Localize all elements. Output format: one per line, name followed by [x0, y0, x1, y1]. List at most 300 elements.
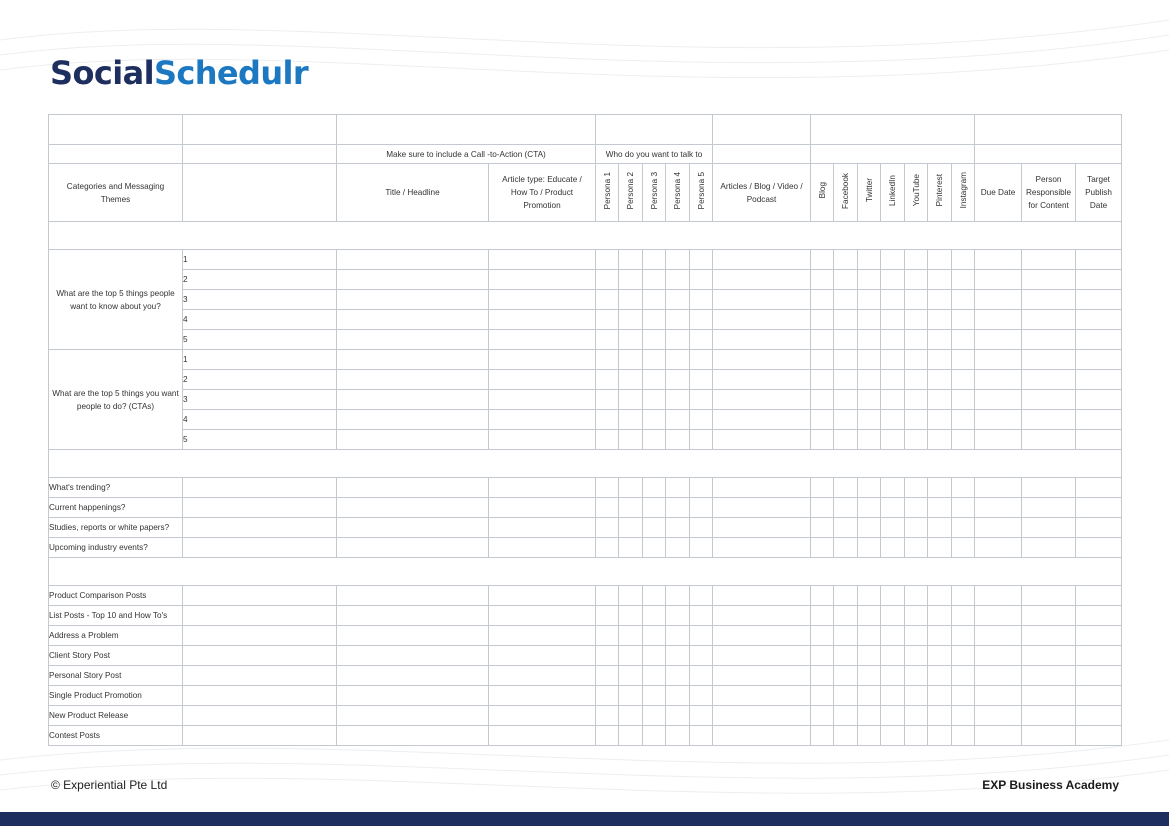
entry-cell[interactable] [713, 586, 811, 606]
entry-cell[interactable] [952, 410, 975, 430]
entry-cell[interactable] [811, 726, 834, 746]
entry-cell[interactable] [619, 290, 643, 310]
entry-cell[interactable] [713, 646, 811, 666]
entry-cell[interactable] [596, 310, 619, 330]
entry-cell[interactable] [690, 498, 713, 518]
entry-cell[interactable] [905, 726, 928, 746]
entry-cell[interactable] [834, 586, 858, 606]
entry-cell[interactable] [952, 606, 975, 626]
entry-cell[interactable] [905, 250, 928, 270]
entry-cell[interactable] [596, 686, 619, 706]
entry-cell[interactable] [666, 330, 690, 350]
entry-cell[interactable] [1076, 626, 1122, 646]
entry-cell[interactable] [1076, 538, 1122, 558]
entry-cell[interactable] [596, 538, 619, 558]
entry-cell[interactable] [858, 310, 881, 330]
entry-cell[interactable] [690, 626, 713, 646]
entry-cell[interactable] [858, 586, 881, 606]
entry-cell[interactable] [596, 666, 619, 686]
entry-cell[interactable] [489, 726, 596, 746]
entry-cell[interactable] [666, 538, 690, 558]
entry-cell[interactable] [666, 646, 690, 666]
entry-cell[interactable] [666, 726, 690, 746]
entry-cell[interactable] [1022, 290, 1076, 310]
entry-cell[interactable] [489, 430, 596, 450]
entry-cell[interactable] [952, 290, 975, 310]
entry-cell[interactable] [928, 310, 952, 330]
entry-cell[interactable] [834, 606, 858, 626]
entry-cell[interactable] [643, 410, 666, 430]
entry-cell[interactable] [666, 430, 690, 450]
entry-cell[interactable] [690, 350, 713, 370]
entry-cell[interactable] [811, 250, 834, 270]
entry-cell[interactable] [489, 518, 596, 538]
entry-cell[interactable] [337, 518, 489, 538]
entry-cell[interactable] [834, 310, 858, 330]
entry-cell[interactable] [713, 518, 811, 538]
entry-cell[interactable] [811, 538, 834, 558]
entry-cell[interactable] [1076, 518, 1122, 538]
entry-cell[interactable] [811, 310, 834, 330]
entry-cell[interactable] [811, 270, 834, 290]
entry-cell[interactable] [596, 626, 619, 646]
entry-cell[interactable] [905, 646, 928, 666]
entry-cell[interactable] [666, 626, 690, 646]
entry-cell[interactable] [928, 410, 952, 430]
entry-cell[interactable] [975, 606, 1022, 626]
entry-cell[interactable] [905, 370, 928, 390]
entry-cell[interactable] [905, 430, 928, 450]
entry-cell[interactable] [596, 250, 619, 270]
entry-cell[interactable] [928, 586, 952, 606]
entry-cell[interactable] [183, 586, 337, 606]
entry-cell[interactable] [489, 666, 596, 686]
entry-cell[interactable] [811, 430, 834, 450]
entry-cell[interactable] [1022, 626, 1076, 646]
entry-cell[interactable] [928, 478, 952, 498]
entry-cell[interactable] [1076, 370, 1122, 390]
entry-cell[interactable] [337, 290, 489, 310]
entry-cell[interactable] [1076, 410, 1122, 430]
entry-cell[interactable] [858, 430, 881, 450]
entry-cell[interactable] [596, 350, 619, 370]
entry-cell[interactable] [643, 478, 666, 498]
entry-cell[interactable] [905, 498, 928, 518]
entry-cell[interactable] [811, 410, 834, 430]
entry-cell[interactable] [952, 310, 975, 330]
entry-cell[interactable] [666, 586, 690, 606]
entry-cell[interactable] [975, 706, 1022, 726]
entry-cell[interactable] [881, 250, 905, 270]
entry-cell[interactable] [337, 310, 489, 330]
entry-cell[interactable] [713, 250, 811, 270]
entry-cell[interactable] [489, 250, 596, 270]
entry-cell[interactable] [858, 706, 881, 726]
entry-cell[interactable] [975, 410, 1022, 430]
entry-cell[interactable] [1022, 430, 1076, 450]
entry-cell[interactable] [1022, 726, 1076, 746]
entry-cell[interactable] [975, 310, 1022, 330]
entry-cell[interactable] [881, 310, 905, 330]
entry-cell[interactable] [881, 538, 905, 558]
entry-cell[interactable] [881, 270, 905, 290]
entry-cell[interactable] [619, 646, 643, 666]
entry-cell[interactable] [596, 430, 619, 450]
entry-cell[interactable] [1076, 310, 1122, 330]
entry-cell[interactable] [975, 390, 1022, 410]
entry-cell[interactable] [858, 666, 881, 686]
entry-cell[interactable] [713, 410, 811, 430]
entry-cell[interactable] [337, 478, 489, 498]
entry-cell[interactable] [337, 350, 489, 370]
entry-cell[interactable] [858, 538, 881, 558]
entry-cell[interactable] [713, 538, 811, 558]
entry-cell[interactable] [975, 250, 1022, 270]
entry-cell[interactable] [905, 350, 928, 370]
entry-cell[interactable] [952, 518, 975, 538]
entry-cell[interactable] [952, 726, 975, 746]
entry-cell[interactable] [713, 626, 811, 646]
entry-cell[interactable] [666, 290, 690, 310]
entry-cell[interactable] [619, 666, 643, 686]
entry-cell[interactable] [952, 478, 975, 498]
entry-cell[interactable] [489, 270, 596, 290]
entry-cell[interactable] [690, 606, 713, 626]
entry-cell[interactable] [619, 626, 643, 646]
entry-cell[interactable] [834, 250, 858, 270]
entry-cell[interactable] [666, 410, 690, 430]
entry-cell[interactable] [1076, 586, 1122, 606]
entry-cell[interactable] [928, 666, 952, 686]
entry-cell[interactable] [834, 498, 858, 518]
entry-cell[interactable] [834, 330, 858, 350]
entry-cell[interactable] [881, 706, 905, 726]
entry-cell[interactable] [596, 478, 619, 498]
entry-cell[interactable] [811, 498, 834, 518]
entry-cell[interactable] [881, 646, 905, 666]
entry-cell[interactable] [905, 586, 928, 606]
entry-cell[interactable] [596, 498, 619, 518]
entry-cell[interactable] [905, 666, 928, 686]
entry-cell[interactable] [952, 370, 975, 390]
entry-cell[interactable] [834, 646, 858, 666]
entry-cell[interactable] [643, 498, 666, 518]
entry-cell[interactable] [928, 686, 952, 706]
entry-cell[interactable] [619, 350, 643, 370]
entry-cell[interactable] [666, 390, 690, 410]
entry-cell[interactable] [881, 518, 905, 538]
entry-cell[interactable] [1076, 350, 1122, 370]
entry-cell[interactable] [619, 270, 643, 290]
entry-cell[interactable] [858, 370, 881, 390]
entry-cell[interactable] [643, 330, 666, 350]
entry-cell[interactable] [337, 250, 489, 270]
entry-cell[interactable] [596, 270, 619, 290]
entry-cell[interactable] [858, 626, 881, 646]
entry-cell[interactable] [834, 370, 858, 390]
entry-cell[interactable] [643, 606, 666, 626]
entry-cell[interactable] [643, 666, 666, 686]
entry-cell[interactable] [905, 686, 928, 706]
entry-cell[interactable] [690, 390, 713, 410]
entry-cell[interactable] [643, 706, 666, 726]
entry-cell[interactable] [666, 606, 690, 626]
entry-cell[interactable] [643, 350, 666, 370]
entry-cell[interactable] [690, 370, 713, 390]
entry-cell[interactable] [881, 478, 905, 498]
entry-cell[interactable] [834, 706, 858, 726]
entry-cell[interactable] [337, 410, 489, 430]
entry-cell[interactable] [337, 498, 489, 518]
entry-cell[interactable] [975, 666, 1022, 686]
entry-cell[interactable] [834, 430, 858, 450]
entry-cell[interactable] [858, 478, 881, 498]
entry-cell[interactable] [489, 350, 596, 370]
entry-cell[interactable] [713, 478, 811, 498]
entry-cell[interactable] [1076, 250, 1122, 270]
entry-cell[interactable] [619, 538, 643, 558]
entry-cell[interactable] [1076, 390, 1122, 410]
entry-cell[interactable] [666, 310, 690, 330]
entry-cell[interactable] [952, 430, 975, 450]
entry-cell[interactable] [666, 666, 690, 686]
entry-cell[interactable] [975, 330, 1022, 350]
entry-cell[interactable] [713, 726, 811, 746]
entry-cell[interactable] [666, 250, 690, 270]
entry-cell[interactable] [928, 350, 952, 370]
entry-cell[interactable] [905, 330, 928, 350]
entry-cell[interactable] [643, 370, 666, 390]
entry-cell[interactable] [881, 606, 905, 626]
entry-cell[interactable] [881, 726, 905, 746]
entry-cell[interactable] [619, 330, 643, 350]
entry-cell[interactable] [713, 606, 811, 626]
entry-cell[interactable] [975, 478, 1022, 498]
entry-cell[interactable] [1022, 518, 1076, 538]
entry-cell[interactable] [834, 686, 858, 706]
entry-cell[interactable] [881, 686, 905, 706]
entry-cell[interactable] [619, 606, 643, 626]
entry-cell[interactable] [337, 330, 489, 350]
entry-cell[interactable] [183, 686, 337, 706]
entry-cell[interactable] [881, 350, 905, 370]
entry-cell[interactable] [905, 538, 928, 558]
entry-cell[interactable] [337, 370, 489, 390]
entry-cell[interactable] [834, 626, 858, 646]
entry-cell[interactable] [690, 646, 713, 666]
entry-cell[interactable] [834, 478, 858, 498]
entry-cell[interactable] [834, 270, 858, 290]
entry-cell[interactable] [834, 726, 858, 746]
entry-cell[interactable] [690, 290, 713, 310]
entry-cell[interactable] [952, 666, 975, 686]
entry-cell[interactable] [811, 606, 834, 626]
entry-cell[interactable] [713, 666, 811, 686]
entry-cell[interactable] [690, 270, 713, 290]
entry-cell[interactable] [905, 290, 928, 310]
entry-cell[interactable] [489, 390, 596, 410]
entry-cell[interactable] [690, 310, 713, 330]
entry-cell[interactable] [975, 430, 1022, 450]
entry-cell[interactable] [489, 538, 596, 558]
entry-cell[interactable] [928, 626, 952, 646]
entry-cell[interactable] [905, 706, 928, 726]
entry-cell[interactable] [1076, 666, 1122, 686]
entry-cell[interactable] [1076, 646, 1122, 666]
entry-cell[interactable] [596, 330, 619, 350]
entry-cell[interactable] [619, 686, 643, 706]
entry-cell[interactable] [690, 666, 713, 686]
entry-cell[interactable] [619, 726, 643, 746]
entry-cell[interactable] [928, 498, 952, 518]
entry-cell[interactable] [489, 310, 596, 330]
entry-cell[interactable] [905, 626, 928, 646]
entry-cell[interactable] [811, 370, 834, 390]
entry-cell[interactable] [690, 430, 713, 450]
entry-cell[interactable] [489, 686, 596, 706]
entry-cell[interactable] [834, 390, 858, 410]
entry-cell[interactable] [489, 706, 596, 726]
entry-cell[interactable] [596, 290, 619, 310]
entry-cell[interactable] [643, 646, 666, 666]
entry-cell[interactable] [596, 606, 619, 626]
entry-cell[interactable] [337, 626, 489, 646]
entry-cell[interactable] [713, 498, 811, 518]
entry-cell[interactable] [952, 626, 975, 646]
entry-cell[interactable] [337, 726, 489, 746]
entry-cell[interactable] [666, 498, 690, 518]
entry-cell[interactable] [666, 478, 690, 498]
entry-cell[interactable] [952, 270, 975, 290]
entry-cell[interactable] [858, 518, 881, 538]
entry-cell[interactable] [811, 330, 834, 350]
entry-cell[interactable] [928, 250, 952, 270]
entry-cell[interactable] [952, 390, 975, 410]
entry-cell[interactable] [643, 686, 666, 706]
entry-cell[interactable] [337, 430, 489, 450]
entry-cell[interactable] [619, 370, 643, 390]
entry-cell[interactable] [690, 518, 713, 538]
entry-cell[interactable] [489, 330, 596, 350]
entry-cell[interactable] [1022, 646, 1076, 666]
entry-cell[interactable] [952, 250, 975, 270]
entry-cell[interactable] [690, 330, 713, 350]
entry-cell[interactable] [489, 606, 596, 626]
entry-cell[interactable] [928, 430, 952, 450]
entry-cell[interactable] [713, 686, 811, 706]
entry-cell[interactable] [337, 586, 489, 606]
entry-cell[interactable] [975, 538, 1022, 558]
entry-cell[interactable] [1076, 270, 1122, 290]
entry-cell[interactable] [489, 370, 596, 390]
entry-cell[interactable] [811, 390, 834, 410]
entry-cell[interactable] [1076, 290, 1122, 310]
entry-cell[interactable] [1076, 330, 1122, 350]
entry-cell[interactable] [858, 290, 881, 310]
entry-cell[interactable] [811, 686, 834, 706]
entry-cell[interactable] [183, 726, 337, 746]
entry-cell[interactable] [905, 310, 928, 330]
entry-cell[interactable] [881, 586, 905, 606]
entry-cell[interactable] [975, 350, 1022, 370]
entry-cell[interactable] [952, 498, 975, 518]
entry-cell[interactable] [337, 538, 489, 558]
entry-cell[interactable] [1022, 310, 1076, 330]
entry-cell[interactable] [1076, 498, 1122, 518]
entry-cell[interactable] [643, 290, 666, 310]
entry-cell[interactable] [337, 646, 489, 666]
entry-cell[interactable] [666, 706, 690, 726]
entry-cell[interactable] [858, 410, 881, 430]
entry-cell[interactable] [643, 538, 666, 558]
entry-cell[interactable] [858, 250, 881, 270]
entry-cell[interactable] [713, 350, 811, 370]
entry-cell[interactable] [183, 626, 337, 646]
entry-cell[interactable] [596, 586, 619, 606]
entry-cell[interactable] [690, 538, 713, 558]
entry-cell[interactable] [337, 270, 489, 290]
entry-cell[interactable] [643, 626, 666, 646]
entry-cell[interactable] [337, 706, 489, 726]
entry-cell[interactable] [183, 518, 337, 538]
entry-cell[interactable] [666, 518, 690, 538]
entry-cell[interactable] [1022, 666, 1076, 686]
entry-cell[interactable] [690, 250, 713, 270]
entry-cell[interactable] [713, 706, 811, 726]
entry-cell[interactable] [619, 310, 643, 330]
entry-cell[interactable] [881, 370, 905, 390]
entry-cell[interactable] [928, 330, 952, 350]
entry-cell[interactable] [975, 646, 1022, 666]
entry-cell[interactable] [928, 726, 952, 746]
entry-cell[interactable] [643, 310, 666, 330]
entry-cell[interactable] [858, 330, 881, 350]
entry-cell[interactable] [811, 518, 834, 538]
entry-cell[interactable] [1076, 686, 1122, 706]
entry-cell[interactable] [183, 606, 337, 626]
entry-cell[interactable] [834, 350, 858, 370]
entry-cell[interactable] [1022, 370, 1076, 390]
entry-cell[interactable] [811, 478, 834, 498]
entry-cell[interactable] [858, 390, 881, 410]
entry-cell[interactable] [713, 390, 811, 410]
entry-cell[interactable] [905, 518, 928, 538]
entry-cell[interactable] [713, 310, 811, 330]
entry-cell[interactable] [666, 350, 690, 370]
entry-cell[interactable] [643, 586, 666, 606]
entry-cell[interactable] [690, 410, 713, 430]
entry-cell[interactable] [596, 518, 619, 538]
entry-cell[interactable] [489, 626, 596, 646]
entry-cell[interactable] [905, 270, 928, 290]
entry-cell[interactable] [643, 390, 666, 410]
entry-cell[interactable] [858, 498, 881, 518]
entry-cell[interactable] [619, 390, 643, 410]
entry-cell[interactable] [596, 646, 619, 666]
entry-cell[interactable] [489, 586, 596, 606]
entry-cell[interactable] [713, 290, 811, 310]
entry-cell[interactable] [834, 538, 858, 558]
entry-cell[interactable] [952, 586, 975, 606]
entry-cell[interactable] [183, 646, 337, 666]
entry-cell[interactable] [619, 518, 643, 538]
entry-cell[interactable] [183, 666, 337, 686]
entry-cell[interactable] [952, 686, 975, 706]
entry-cell[interactable] [619, 586, 643, 606]
entry-cell[interactable] [489, 410, 596, 430]
entry-cell[interactable] [881, 498, 905, 518]
entry-cell[interactable] [928, 370, 952, 390]
